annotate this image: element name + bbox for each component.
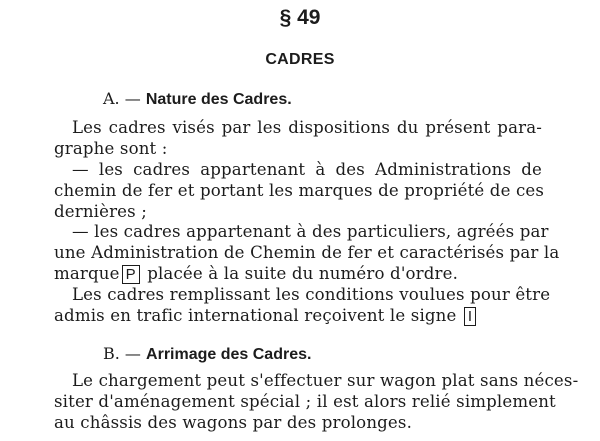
item2-line3 (54, 264, 458, 284)
section-title: CADRES (265, 51, 335, 68)
para1-line1: Les cadres visés par les dispositions du présent para- (72, 118, 542, 137)
item2-line3-after: placée à la suite du numéro d'ordre. (147, 264, 458, 283)
para2-line2 (54, 306, 478, 326)
item2-line2: une Administration de Chemin de fer et caractérisés par la (54, 243, 560, 262)
subheading-a (103, 89, 292, 109)
subheading-a-title: Nature des Cadres. (145, 91, 292, 108)
subheading-a-label: A. — (103, 89, 141, 108)
subheading-b-title: Arrimage des Cadres. (146, 346, 312, 363)
item2-line3-before: marque (54, 264, 120, 283)
symbol-i-box: I (464, 307, 476, 326)
para3-line3: au châssis des wagons par des prolonges. (54, 413, 412, 432)
section-number: § 49 (279, 6, 321, 29)
para1-line2: graphe sont : (54, 139, 168, 158)
subheading-b-label: B. — (103, 344, 141, 363)
item1-line2: chemin de fer et portant les marques de propriété de ces (54, 181, 545, 200)
item2-line1: — les cadres appartenant à des particuliers, agréés par (72, 222, 549, 241)
item1-line3: dernières ; (54, 202, 147, 221)
para3-line2: siter d'aménagement spécial ; il est alors relié simplement (54, 392, 556, 411)
para2-line2-text: admis en trafic international reçoivent le signe (54, 306, 457, 325)
item1-line1: — les cadres appartenant à des Administrations de (72, 160, 542, 179)
para3-line1: Le chargement peut s'effectuer sur wagon plat sans néces- (72, 371, 579, 390)
para2-line1: Les cadres remplissant les conditions voulues pour être (72, 285, 551, 304)
symbol-p-box: P (122, 265, 140, 284)
subheading-b (103, 344, 311, 364)
